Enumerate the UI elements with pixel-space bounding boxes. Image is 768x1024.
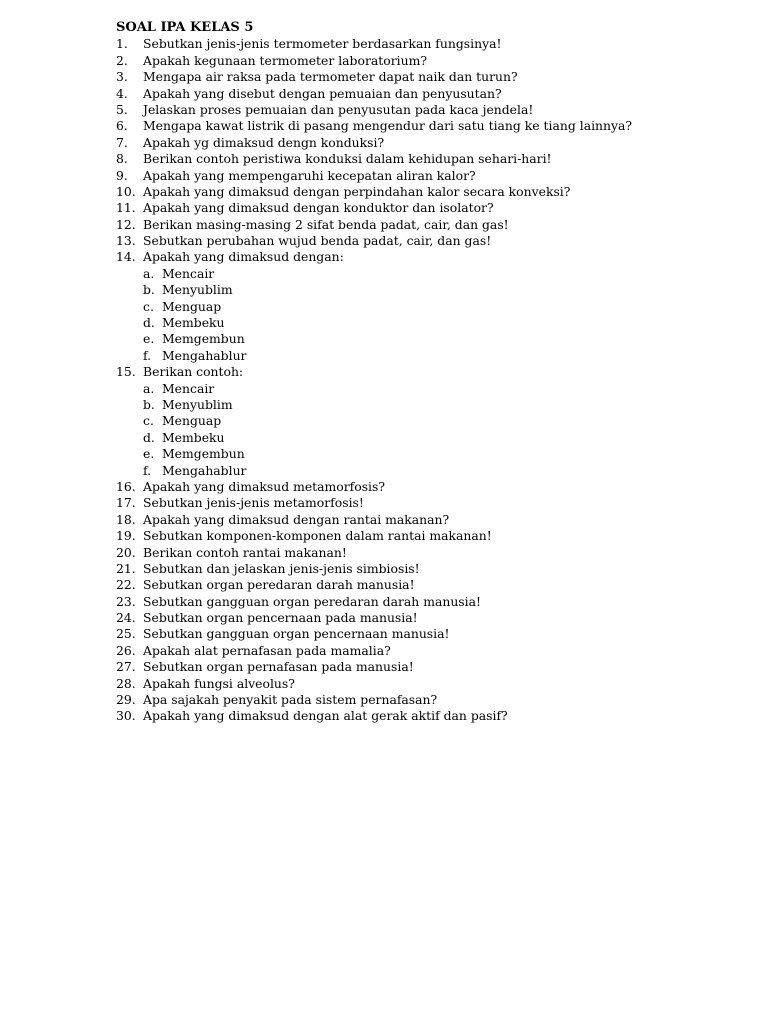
question-item: [116, 659, 756, 675]
question-item: [116, 118, 756, 134]
sub-item-letter: e.: [143, 446, 155, 462]
question-item: [116, 364, 756, 380]
question-number: 9.: [116, 167, 128, 183]
question-number: 5.: [116, 101, 128, 117]
question-text: Apakah kegunaan termometer laboratorium?: [143, 52, 427, 68]
question-text: Sebutkan gangguan organ pencernaan manusia!: [143, 626, 450, 642]
question-number: 24.: [116, 610, 136, 626]
question-number: 10.: [116, 183, 136, 199]
question-item: [116, 86, 756, 102]
sub-item: [116, 315, 756, 331]
sub-item: [116, 331, 756, 347]
question-number: 19.: [116, 528, 136, 544]
question-item: [116, 233, 756, 249]
question-number: 2.: [116, 52, 128, 68]
question-item: [116, 577, 756, 593]
question-text: Sebutkan dan jelaskan jenis-jenis simbiosis!: [143, 560, 420, 576]
question-text: Apa sajakah penyakit pada sistem pernafasan?: [143, 692, 438, 708]
sub-item-letter: d.: [143, 315, 155, 331]
question-item: [116, 168, 756, 184]
question-item: [116, 528, 756, 544]
question-item: [116, 708, 756, 724]
question-number: 11.: [116, 200, 136, 216]
question-item: [116, 102, 756, 118]
sub-item-letter: c.: [143, 298, 154, 314]
question-text: Sebutkan organ pencernaan pada manusia!: [143, 610, 418, 626]
sub-item: [116, 282, 756, 298]
question-item: [116, 692, 756, 708]
question-number: 18.: [116, 511, 136, 527]
question-text: Sebutkan organ pernafasan pada manusia!: [143, 659, 414, 675]
question-text: Jelaskan proses pemuaian dan penyusutan pada kaca jendela!: [143, 101, 534, 117]
question-text: Sebutkan organ peredaran darah manusia!: [143, 577, 415, 593]
sub-item: [116, 266, 756, 282]
question-number: 29.: [116, 692, 136, 708]
question-number: 30.: [116, 708, 136, 724]
question-text: Sebutkan jenis-jenis metamorfosis!: [143, 495, 364, 511]
question-number: 22.: [116, 577, 136, 593]
question-text: Apakah yg dimaksud dengn konduksi?: [143, 134, 385, 150]
question-text: Apakah yang dimaksud dengan:: [143, 249, 344, 265]
question-item: [116, 184, 756, 200]
question-number: 14.: [116, 249, 136, 265]
question-number: 1.: [116, 36, 128, 52]
question-number: 27.: [116, 659, 136, 675]
question-item: [116, 512, 756, 528]
question-item: [116, 594, 756, 610]
question-text: Apakah yang dimaksud dengan konduktor dan isolator?: [143, 200, 494, 216]
question-item: [116, 69, 756, 85]
question-text: Apakah yang disebut dengan pemuaian dan penyusutan?: [143, 85, 502, 101]
question-text: Apakah alat pernafasan pada mamalia?: [143, 642, 391, 658]
sub-item-text: Menguap: [162, 298, 222, 314]
question-text: Berikan contoh peristiwa konduksi dalam kehidupan sehari-hari!: [143, 151, 552, 167]
question-number: 25.: [116, 626, 136, 642]
question-number: 15.: [116, 364, 136, 380]
sub-item: [116, 413, 756, 429]
question-item: [116, 36, 756, 52]
question-item: [116, 151, 756, 167]
sub-item-text: Menguap: [162, 413, 222, 429]
question-text: Berikan contoh rantai makanan!: [143, 544, 347, 560]
question-item: [116, 200, 756, 216]
question-number: 17.: [116, 495, 136, 511]
sub-item-text: Mengahablur: [162, 462, 247, 478]
question-item: [116, 135, 756, 151]
question-number: 13.: [116, 233, 136, 249]
question-text: Berikan contoh:: [143, 364, 244, 380]
sub-item-text: Mencair: [162, 265, 215, 281]
question-number: 20.: [116, 544, 136, 560]
question-number: 16.: [116, 478, 136, 494]
sub-item: [116, 397, 756, 413]
sub-item-letter: d.: [143, 429, 155, 445]
question-item: [116, 479, 756, 495]
sub-item-letter: a.: [143, 265, 155, 281]
question-item: [116, 495, 756, 511]
question-item: [116, 249, 756, 265]
question-text: Sebutkan perubahan wujud benda padat, cair, dan gas!: [143, 233, 492, 249]
question-number: 4.: [116, 85, 128, 101]
sub-item-text: Memgembun: [162, 446, 245, 462]
document-page: [116, 20, 756, 725]
question-number: 23.: [116, 593, 136, 609]
document-title: SOAL IPA KELAS 5: [116, 20, 254, 35]
question-item: [116, 53, 756, 69]
question-text: Apakah yang dimaksud dengan perpindahan kalor secara konveksi?: [143, 183, 571, 199]
sub-item: [116, 430, 756, 446]
sub-item-text: Memgembun: [162, 331, 245, 347]
sub-item-letter: f.: [143, 347, 152, 363]
question-number: 28.: [116, 675, 136, 691]
question-item: [116, 610, 756, 626]
sub-item-letter: e.: [143, 331, 155, 347]
question-number: 8.: [116, 151, 128, 167]
sub-item-text: Membeku: [162, 429, 225, 445]
question-item: [116, 626, 756, 642]
sub-item-letter: b.: [143, 396, 155, 412]
sub-item: [116, 348, 756, 364]
question-text: Berikan masing-masing 2 sifat benda padat, cair, dan gas!: [143, 216, 509, 232]
question-number: 3.: [116, 69, 128, 85]
question-text: Apakah fungsi alveolus?: [143, 675, 295, 691]
sub-item: [116, 299, 756, 315]
sub-item: [116, 381, 756, 397]
question-text: Apakah yang dimaksud dengan rantai makanan?: [143, 511, 450, 527]
question-item: [116, 643, 756, 659]
sub-item: [116, 446, 756, 462]
question-text: Sebutkan jenis-jenis termometer berdasarkan fungsinya!: [143, 36, 502, 52]
question-number: 26.: [116, 642, 136, 658]
question-text: Mengapa kawat listrik di pasang mengendur dari satu tiang ke tiang lainnya?: [143, 118, 633, 134]
sub-item-letter: c.: [143, 413, 154, 429]
question-text: Sebutkan gangguan organ peredaran darah manusia!: [143, 593, 481, 609]
question-item: [116, 217, 756, 233]
sub-item: [116, 463, 756, 479]
question-number: 6.: [116, 118, 128, 134]
question-item: [116, 545, 756, 561]
sub-item-text: Mengahablur: [162, 347, 247, 363]
sub-item-text: Menyublim: [162, 396, 233, 412]
question-text: Apakah yang mempengaruhi kecepatan aliran kalor?: [143, 167, 476, 183]
question-item: [116, 561, 756, 577]
question-item: [116, 676, 756, 692]
question-text: Mengapa air raksa pada termometer dapat naik dan turun?: [143, 69, 518, 85]
question-list: [116, 36, 756, 724]
question-number: 7.: [116, 134, 128, 150]
sub-item-text: Mencair: [162, 380, 215, 396]
question-text: Apakah yang dimaksud dengan alat gerak aktif dan pasif?: [143, 708, 508, 724]
sub-item-letter: b.: [143, 282, 155, 298]
sub-item-text: Menyublim: [162, 282, 233, 298]
question-text: Sebutkan komponen-komponen dalam rantai makanan!: [143, 528, 492, 544]
question-number: 12.: [116, 216, 136, 232]
question-text: Apakah yang dimaksud metamorfosis?: [143, 478, 386, 494]
sub-item-text: Membeku: [162, 315, 225, 331]
sub-item-letter: f.: [143, 462, 152, 478]
question-number: 21.: [116, 560, 136, 576]
sub-item-letter: a.: [143, 380, 155, 396]
